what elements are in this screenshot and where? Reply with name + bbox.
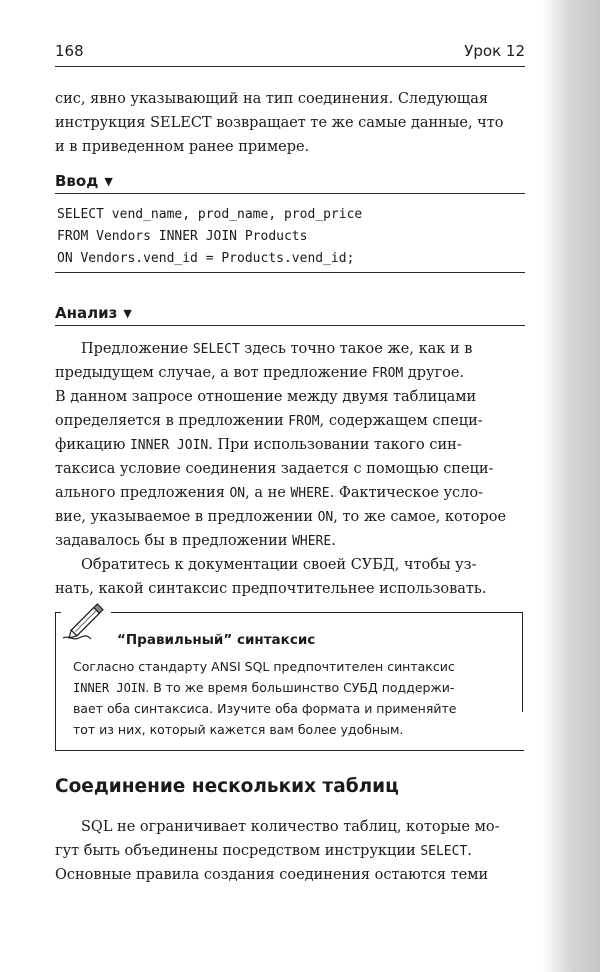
heading-rule — [55, 325, 525, 326]
text-line: гут быть объединены посредством инструкции SELECT. — [55, 843, 472, 859]
text-line: предыдущем случае, а вот предложение FROM другое. — [55, 365, 465, 381]
text-line: определяется в предложении FROM, содержащем специ- — [55, 413, 483, 429]
code-line: FROM Vendors INNER JOIN Products — [57, 229, 308, 244]
text-line: тот из них, который кажется вам более удобным. — [73, 722, 404, 737]
analysis-heading-label: Анализ — [55, 304, 118, 322]
text-line: задавалось бы в предложении WHERE. — [55, 533, 336, 549]
input-heading-label: Ввод — [55, 172, 99, 190]
text-line: таксиса условие соединения задается с помощью специ- — [55, 461, 494, 477]
book-page — [55, 0, 525, 972]
text-line: инструкция SELECT возвращает те же самые данные, что — [55, 115, 504, 131]
analysis-paragraph-2 — [55, 553, 525, 601]
note-title: “Правильный” синтаксис — [117, 632, 316, 648]
text-line: Согласно стандарту ANSI SQL предпочтителен синтаксис — [73, 659, 455, 674]
chapter-label: Урок 12 — [464, 42, 525, 60]
code-listing — [55, 204, 525, 273]
text-line: Основные правила создания соединения остаются теми — [55, 867, 489, 883]
closing-paragraph — [55, 815, 525, 887]
section-title: Соединение нескольких таблиц — [55, 776, 399, 797]
text-line: Обратитесь к документации своей СУБД, чтобы уз- — [81, 557, 477, 573]
intro-paragraph — [55, 87, 525, 159]
down-triangle-icon: ▼ — [104, 175, 113, 188]
note-box — [55, 612, 523, 750]
text-line: В данном запросе отношение между двумя таблицами — [55, 389, 477, 405]
text-line: и в приведенном ранее примере. — [55, 139, 310, 155]
text-line: нать, какой синтаксис предпочтительнее использовать. — [55, 581, 487, 597]
text-line: ального предложения ON, а не WHERE. Фактическое усло- — [55, 485, 484, 501]
text-line: вает оба синтаксиса. Изучите оба формата и применяйте — [73, 701, 457, 716]
text-line: SQL не ограничивает количество таблиц, которые мо- — [81, 819, 500, 835]
page-number: 168 — [55, 42, 84, 60]
text-line: фикацию INNER JOIN. При использовании такого син- — [55, 437, 462, 453]
heading-rule — [55, 193, 525, 194]
analysis-paragraph — [55, 337, 525, 553]
running-header — [55, 40, 525, 67]
note-border — [103, 612, 523, 613]
pencil-icon — [61, 598, 111, 644]
note-body — [73, 656, 505, 740]
code-line: ON Vendors.vend_id = Products.vend_id; — [57, 251, 355, 266]
code-line: SELECT vend_name, prod_name, prod_price — [57, 207, 363, 222]
input-heading — [55, 172, 525, 194]
note-border — [522, 612, 523, 712]
page-edge-shadow — [542, 0, 600, 972]
text-line: Предложение SELECT здесь точно такое же, как и в — [81, 341, 473, 357]
down-triangle-icon: ▼ — [123, 307, 132, 320]
text-line: сис, явно указывающий на тип соединения. Следующая — [55, 91, 489, 107]
text-line: INNER JOIN. В то же время большинство СУБД поддержи- — [73, 680, 455, 695]
text-line: вие, указываемое в предложении ON, то же самое, которое — [55, 509, 507, 525]
analysis-heading — [55, 304, 525, 326]
